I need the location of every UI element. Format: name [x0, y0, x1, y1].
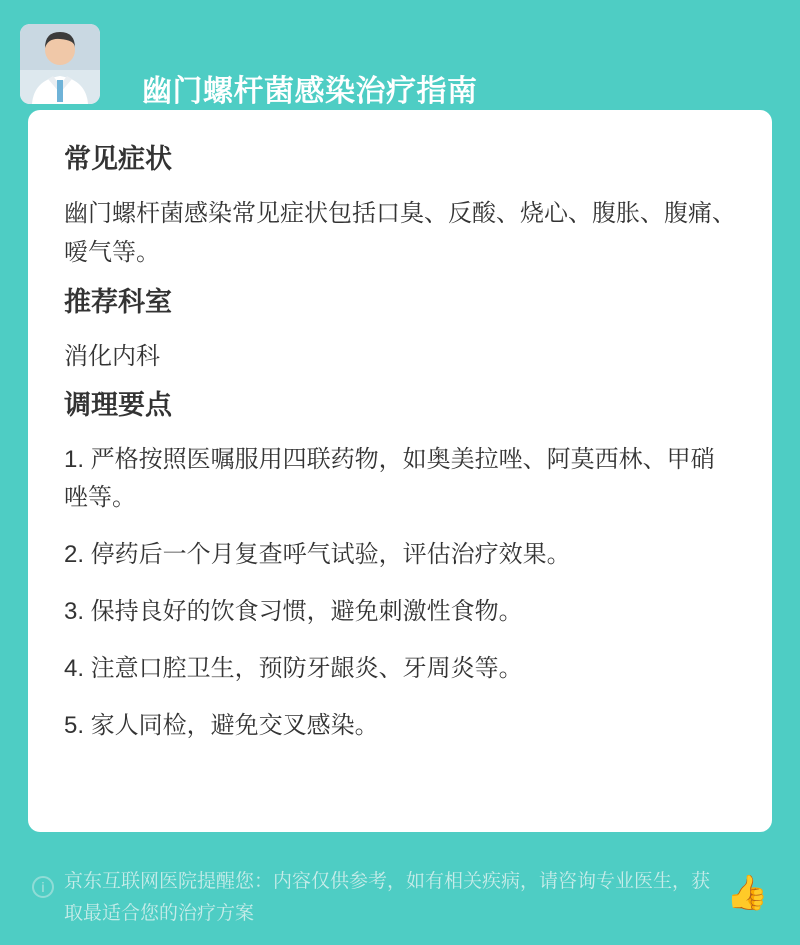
section-heading-department: 推荐科室 — [64, 286, 172, 317]
list-item: 1. 严格按照医嘱服用四联药物，如奥美拉唑、阿莫西林、甲硝唑等。 — [64, 446, 715, 511]
list-item: 4. 注意口腔卫生，预防牙龈炎、牙周炎等。 — [64, 655, 523, 683]
thumbs-up-icon[interactable]: 👍 — [726, 874, 769, 912]
content-card — [28, 110, 772, 832]
section-text-symptoms: 幽门螺杆菌感染常见症状包括口臭、反酸、烧心、腹胀、腹痛、嗳气等。 — [64, 200, 736, 266]
section-heading-symptoms: 常见症状 — [64, 144, 172, 174]
list-item: 2. 停药后一个月复查呼气试验，评估治疗效果。 — [64, 540, 571, 568]
doctor-avatar-icon — [20, 24, 100, 104]
section-heading-care-points: 调理要点 — [64, 390, 172, 421]
disclaimer-text: 京东互联网医院提醒您：内容仅供参考，如有相关疾病，请咨询专业医生，获取最适合您的治疗方案 — [64, 871, 711, 925]
page-title: 幽门螺杆菌感染治疗指南 — [142, 75, 478, 108]
section-text-department: 消化内科 — [64, 342, 160, 370]
footer — [28, 848, 772, 928]
list-item: 3. 保持良好的饮食习惯，避免刺激性食物。 — [64, 597, 523, 625]
care-points-list — [64, 441, 736, 744]
list-item: 5. 家人同检，避免交叉感染。 — [64, 712, 379, 740]
info-icon: i — [32, 876, 54, 898]
header — [20, 18, 780, 108]
